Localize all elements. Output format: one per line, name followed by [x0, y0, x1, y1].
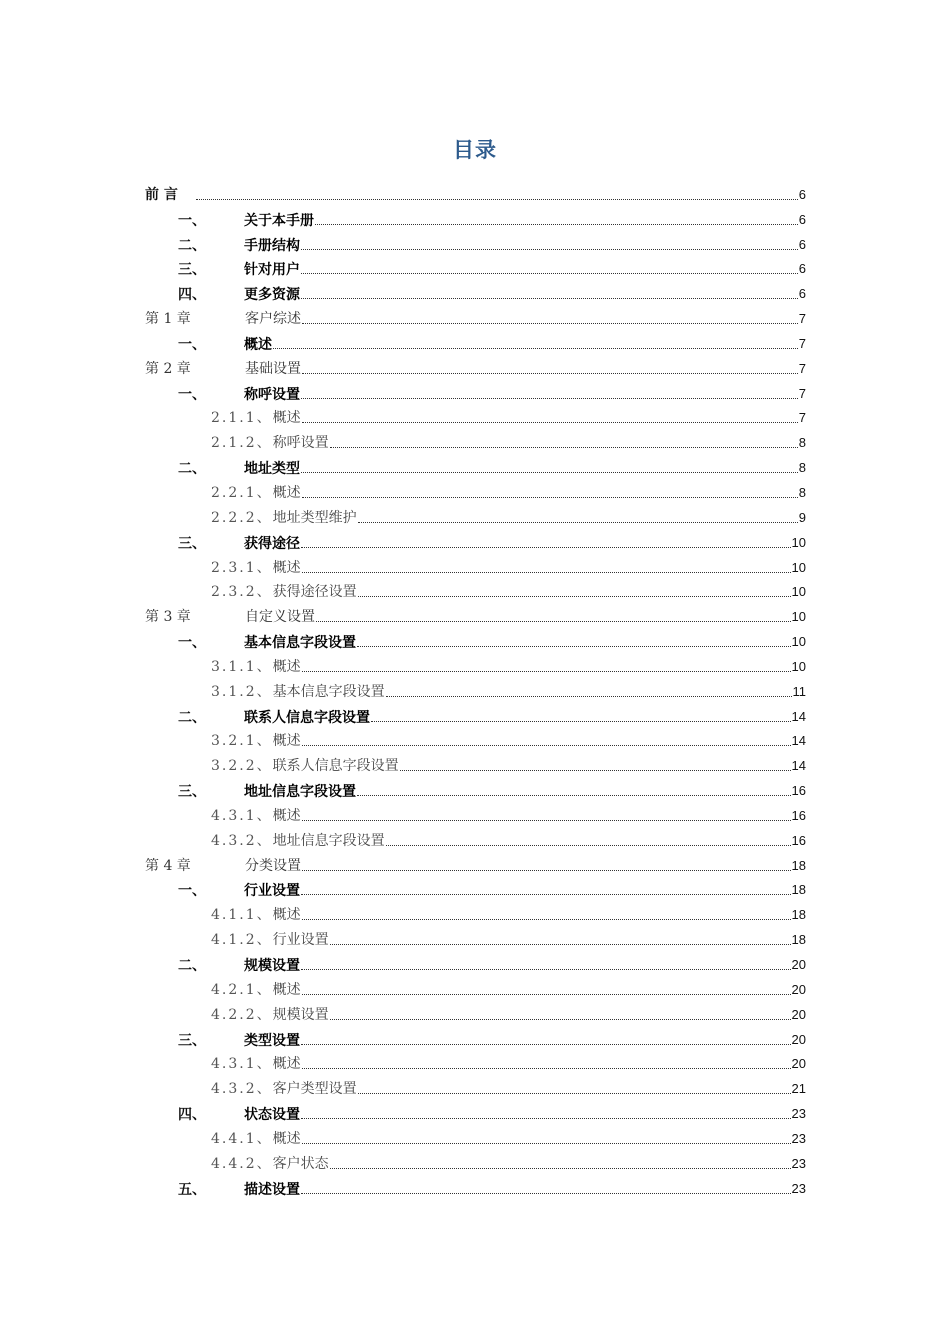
toc-entry-number: 4.3.1、	[211, 1056, 273, 1073]
toc-leader-dots	[302, 994, 791, 995]
toc-entry-number: 第 3 章	[145, 609, 191, 626]
toc-entry-label: 概述	[272, 1130, 301, 1147]
toc-leader-dots	[400, 770, 791, 771]
toc-entry-number: 3.2.2、	[211, 758, 273, 775]
toc-entry[interactable]	[145, 974, 806, 999]
toc-entry[interactable]	[145, 378, 806, 403]
toc-entry-number: 4.3.2、	[211, 832, 273, 849]
toc-leader-dots	[301, 1044, 791, 1045]
toc-entry-label: 概述	[272, 559, 301, 576]
toc-leader-dots	[302, 323, 798, 324]
toc-entry-page: 14	[791, 733, 806, 749]
toc-entry-label: 行业设置	[272, 932, 329, 949]
toc-entry-number: 4.1.2、	[211, 932, 273, 949]
toc-entry[interactable]	[145, 1049, 806, 1074]
toc-leader-dots	[358, 1093, 791, 1094]
toc-entry[interactable]	[145, 1073, 806, 1098]
toc-entry-label: 地址信息字段设置	[272, 832, 385, 849]
toc-entry-label: 称呼设置	[272, 435, 329, 452]
toc-leader-dots	[301, 472, 798, 473]
toc-entry[interactable]	[145, 477, 806, 502]
toc-entry-label: 客户状态	[272, 1155, 329, 1172]
toc-entry-page: 6	[798, 211, 806, 227]
toc-entry-label: 基本信息字段设置	[244, 634, 356, 651]
toc-leader-dots	[330, 447, 798, 448]
toc-entry-label: 地址信息字段设置	[244, 783, 356, 800]
toc-entry-page: 20	[791, 1056, 806, 1072]
toc-entry-label: 概述	[272, 410, 301, 427]
table-of-contents	[145, 179, 806, 1198]
toc-entry[interactable]	[145, 726, 806, 751]
toc-leader-dots	[330, 1019, 791, 1020]
toc-leader-dots	[302, 1068, 791, 1069]
toc-entry-number: 四、	[178, 286, 206, 303]
toc-entry-number: 2.3.1、	[211, 559, 273, 576]
toc-entry-page: 9	[798, 509, 806, 525]
toc-entry[interactable]	[145, 651, 806, 676]
toc-entry[interactable]	[145, 427, 806, 452]
toc-entry[interactable]	[145, 875, 806, 900]
toc-entry-page: 7	[798, 360, 806, 376]
toc-entry-label: 概述	[272, 733, 301, 750]
toc-leader-dots	[357, 795, 791, 796]
toc-entry-number: 一、	[178, 385, 206, 402]
toc-leader-dots	[358, 522, 798, 523]
toc-entry-number: 2.3.2、	[211, 584, 273, 601]
toc-leader-dots	[302, 373, 798, 374]
toc-entry-page: 10	[791, 634, 806, 650]
toc-entry-page: 20	[791, 957, 806, 972]
toc-entry[interactable]	[145, 278, 806, 303]
toc-entry-number: 四、	[178, 1106, 206, 1123]
toc-leader-dots	[302, 1143, 791, 1144]
toc-leader-dots	[371, 721, 791, 722]
toc-entry[interactable]	[145, 328, 806, 353]
toc-entry-label: 概述	[272, 981, 301, 998]
toc-leader-dots	[358, 596, 791, 597]
toc-entry-number: 二、	[178, 957, 206, 973]
toc-leader-dots	[301, 298, 798, 299]
toc-entry-number: 2.2.1、	[211, 484, 273, 501]
toc-leader-dots	[386, 696, 792, 697]
toc-entry-label: 概述	[272, 907, 301, 924]
toc-entry-number: 4.2.2、	[211, 1006, 273, 1023]
toc-entry-label: 描述设置	[244, 1180, 300, 1197]
toc-entry[interactable]	[145, 750, 806, 775]
toc-entry-page: 16	[791, 807, 806, 823]
toc-entry[interactable]	[145, 527, 806, 552]
toc-entry-page: 7	[798, 410, 806, 426]
toc-entry-page: 8	[798, 460, 806, 476]
toc-entry-label: 类型设置	[244, 1031, 300, 1048]
toc-entry-page: 8	[798, 484, 806, 500]
toc-entry-page: 23	[791, 1180, 806, 1196]
toc-entry-number: 4.4.2、	[211, 1155, 273, 1172]
toc-entry-number: 4.2.1、	[211, 981, 273, 998]
toc-entry[interactable]	[145, 1098, 806, 1123]
toc-entry-page: 6	[798, 236, 806, 252]
toc-entry-page: 10	[791, 584, 806, 600]
toc-leader-dots	[301, 273, 798, 274]
toc-entry-label: 概述	[272, 807, 301, 824]
toc-entry-number: 三、	[178, 1031, 206, 1048]
toc-entry[interactable]	[145, 1024, 806, 1049]
toc-entry-label: 客户综述	[245, 311, 301, 328]
toc-entry-number: 五、	[178, 1180, 206, 1197]
toc-entry[interactable]	[145, 924, 806, 949]
toc-entry[interactable]	[145, 353, 806, 378]
toc-leader-dots	[301, 894, 791, 895]
toc-entry-page: 7	[798, 385, 806, 401]
toc-entry-number: 三、	[178, 783, 206, 800]
toc-entry[interactable]	[145, 577, 806, 602]
toc-entry-number: 二、	[178, 708, 206, 725]
toc-entry-number: 第 2 章	[145, 360, 191, 377]
toc-entry-label: 状态设置	[244, 1106, 300, 1123]
toc-entry-number: 2.2.2、	[211, 509, 273, 526]
toc-entry-page: 23	[791, 1155, 806, 1171]
toc-leader-dots	[302, 919, 791, 920]
toc-entry-number: 二、	[178, 460, 206, 477]
toc-entry[interactable]	[145, 204, 806, 229]
toc-entry-label: 获得途径	[244, 534, 300, 551]
toc-leader-dots	[316, 621, 791, 622]
toc-entry[interactable]	[145, 999, 806, 1024]
toc-entry-label: 基础设置	[245, 360, 301, 377]
toc-entry-label: 规模设置	[244, 957, 300, 973]
toc-entry-label: 行业设置	[244, 882, 300, 899]
toc-entry-page: 10	[791, 534, 806, 550]
toc-entry-label: 针对用户	[244, 261, 300, 278]
toc-entry-page: 6	[798, 261, 806, 277]
toc-entry-number: 第 4 章	[145, 857, 191, 874]
toc-entry[interactable]	[145, 502, 806, 527]
toc-entry-number: 前 言	[145, 186, 178, 203]
toc-entry-page: 10	[791, 658, 806, 674]
toc-leader-dots	[301, 249, 798, 250]
toc-entry-label: 基本信息字段设置	[272, 683, 385, 700]
toc-leader-dots	[302, 497, 798, 498]
toc-entry-label: 概述	[272, 658, 301, 675]
toc-entry-page: 23	[791, 1130, 806, 1146]
toc-entry-page: 18	[791, 932, 806, 948]
toc-entry[interactable]	[145, 899, 806, 924]
toc-entry[interactable]	[145, 601, 806, 626]
toc-entry[interactable]	[145, 949, 806, 974]
toc-entry-page: 18	[791, 882, 806, 898]
toc-entry-label: 地址类型维护	[272, 509, 357, 526]
toc-leader-dots	[330, 944, 791, 945]
toc-entry-page: 7	[798, 311, 806, 327]
toc-entry-page: 14	[791, 758, 806, 774]
toc-entry-page: 10	[791, 609, 806, 625]
toc-entry[interactable]	[145, 452, 806, 477]
toc-entry[interactable]	[145, 825, 806, 850]
toc-leader-dots	[357, 646, 791, 647]
toc-entry[interactable]	[145, 1123, 806, 1148]
toc-entry-number: 4.4.1、	[211, 1130, 273, 1147]
toc-entry-page: 18	[791, 857, 806, 873]
toc-leader-dots	[301, 547, 791, 548]
toc-leader-dots	[273, 348, 798, 349]
toc-entry-page: 20	[791, 1006, 806, 1022]
toc-entry-page: 14	[791, 708, 806, 724]
toc-entry-number: 4.3.2、	[211, 1081, 273, 1098]
toc-leader-dots	[302, 745, 791, 746]
toc-entry[interactable]	[145, 403, 806, 428]
toc-leader-dots	[302, 870, 791, 871]
toc-entry-label: 关于本手册	[244, 211, 314, 228]
toc-entry-page: 11	[792, 683, 806, 699]
toc-entry-page: 20	[791, 981, 806, 997]
toc-leader-dots	[301, 1193, 791, 1194]
toc-leader-dots	[302, 572, 791, 573]
toc-entry-number: 4.1.1、	[211, 907, 273, 924]
toc-entry-number: 第 1 章	[145, 311, 191, 328]
toc-entry[interactable]	[145, 701, 806, 726]
toc-entry-page: 8	[798, 435, 806, 451]
toc-entry-label: 获得途径设置	[272, 584, 357, 601]
toc-entry-label: 概述	[244, 335, 272, 352]
toc-entry[interactable]	[145, 676, 806, 701]
toc-entry-label: 自定义设置	[245, 609, 315, 626]
toc-entry-label: 规模设置	[272, 1006, 329, 1023]
toc-entry[interactable]	[145, 775, 806, 800]
toc-entry[interactable]	[145, 1148, 806, 1173]
toc-entry-page: 20	[791, 1031, 806, 1047]
toc-entry-page: 10	[791, 559, 806, 575]
toc-entry[interactable]	[145, 229, 806, 254]
toc-entry-label: 分类设置	[245, 857, 301, 874]
toc-entry[interactable]	[145, 303, 806, 328]
toc-entry-number: 3.1.1、	[211, 658, 273, 675]
toc-leader-dots	[302, 820, 791, 821]
toc-entry-page: 21	[791, 1081, 806, 1097]
toc-entry-number: 一、	[178, 211, 206, 228]
toc-entry[interactable]	[145, 626, 806, 651]
toc-entry-number: 一、	[178, 882, 206, 899]
toc-entry-label: 概述	[272, 484, 301, 501]
toc-entry-label: 地址类型	[244, 460, 300, 477]
toc-entry-page: 7	[798, 335, 806, 351]
toc-entry[interactable]	[145, 179, 806, 204]
toc-entry-page: 18	[791, 907, 806, 923]
toc-entry-number: 二、	[178, 236, 206, 253]
toc-entry-number: 3.2.1、	[211, 733, 273, 750]
toc-leader-dots	[301, 969, 791, 970]
toc-leader-dots	[330, 1168, 791, 1169]
toc-entry-number: 2.1.1、	[211, 410, 273, 427]
toc-leader-dots	[302, 671, 791, 672]
toc-entry[interactable]	[145, 1173, 806, 1198]
toc-entry-page: 16	[791, 832, 806, 848]
toc-entry-label: 手册结构	[244, 236, 300, 253]
toc-entry-label: 联系人信息字段设置	[272, 758, 399, 775]
toc-entry-number: 2.1.2、	[211, 435, 273, 452]
toc-entry-number: 一、	[178, 634, 206, 651]
toc-leader-dots	[301, 398, 798, 399]
toc-entry-number: 三、	[178, 534, 206, 551]
toc-entry[interactable]	[145, 552, 806, 577]
toc-entry-number: 3.1.2、	[211, 683, 273, 700]
toc-leader-dots	[315, 224, 798, 225]
toc-entry-page: 23	[791, 1106, 806, 1122]
toc-entry-label: 概述	[272, 1056, 301, 1073]
toc-leader-dots	[301, 1118, 791, 1119]
page-title: 目录	[453, 137, 497, 162]
toc-leader-dots	[386, 845, 791, 846]
toc-entry-label: 客户类型设置	[272, 1081, 357, 1098]
toc-entry-page: 6	[798, 186, 806, 202]
toc-entry-page: 6	[798, 286, 806, 302]
toc-leader-dots	[302, 422, 798, 423]
toc-entry-label: 更多资源	[244, 286, 300, 303]
toc-entry[interactable]	[145, 800, 806, 825]
toc-entry-number: 一、	[178, 335, 206, 352]
toc-entry[interactable]	[145, 254, 806, 279]
toc-entry-page: 16	[791, 783, 806, 799]
toc-leader-dots	[196, 199, 798, 200]
toc-entry-label: 联系人信息字段设置	[244, 708, 370, 725]
toc-entry-number: 4.3.1、	[211, 807, 273, 824]
toc-entry[interactable]	[145, 850, 806, 875]
toc-entry-number: 三、	[178, 261, 206, 278]
toc-entry-label: 称呼设置	[244, 385, 300, 402]
